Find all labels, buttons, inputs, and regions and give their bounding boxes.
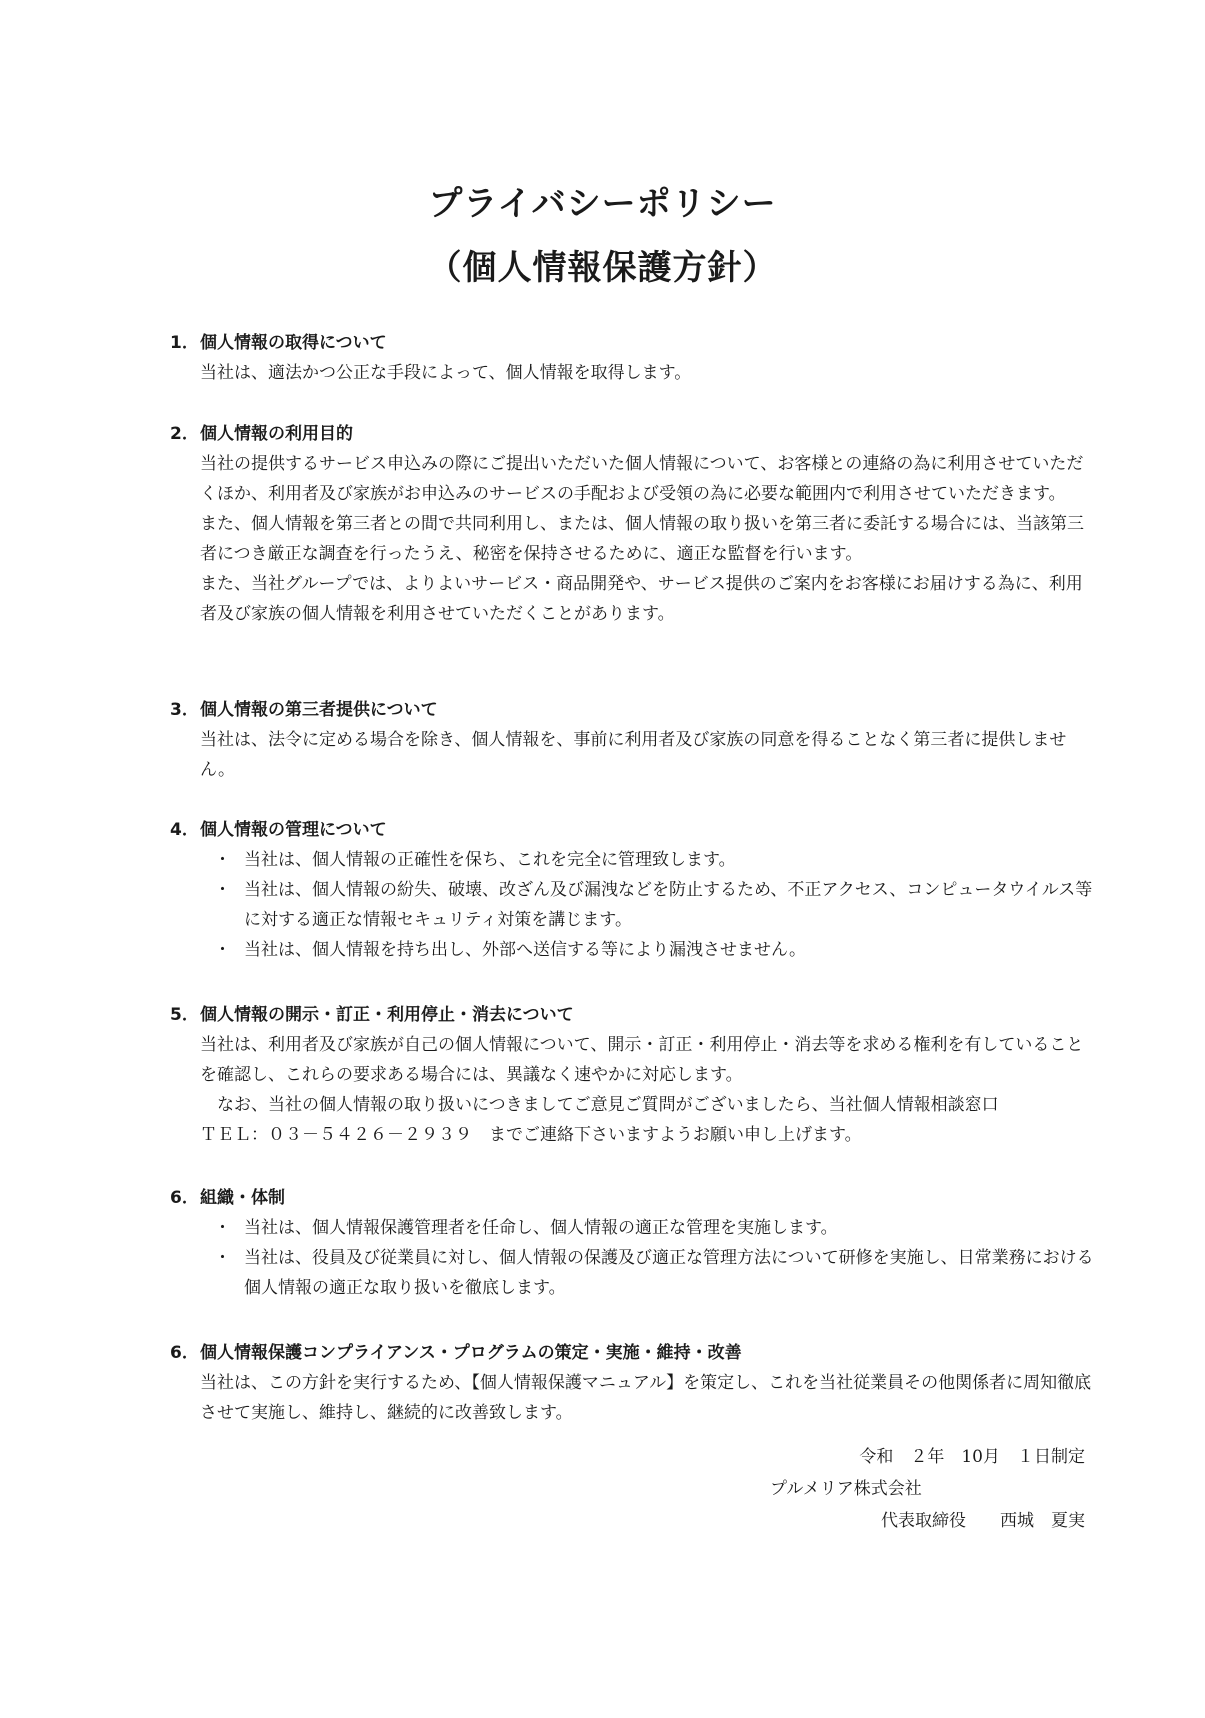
section-title: 個人情報の管理について (200, 820, 387, 840)
section-title: 個人情報の第三者提供について (200, 700, 438, 720)
section-title: 個人情報の開示・訂正・利用停止・消去について (200, 1005, 574, 1025)
section-third-party (170, 695, 1095, 785)
section-number: 3． (170, 700, 199, 720)
section-paragraph: また、個人情報を第三者との間で共同利用し、または、個人情報の取り扱いを第三者に委託する場合には、当該第三者につき厳正な調査を行ったうえ、秘密を保持させるために、適正な監督を行います。 (200, 514, 1084, 564)
section-heading (170, 815, 1095, 845)
page-subtitle: （個人情報保護方針） (427, 248, 778, 288)
section-heading (170, 1183, 1095, 1213)
list-item: ・ 当社は、個人情報保護管理者を任命し、個人情報の適正な管理を実施します。 (214, 1213, 1095, 1243)
section-paragraph: 当社の提供するサービス申込みの際にご提出いただいた個人情報について、お客様との連絡の為に利用させていただくほか、利用者及び家族がお申込みのサービスの手配および受領の為に必要な範囲内で利用させていただきます。 (200, 454, 1084, 504)
section-purpose (170, 419, 1095, 629)
section-heading (170, 1000, 1095, 1030)
section-title: 個人情報の利用目的 (200, 424, 353, 444)
section-heading (170, 695, 1095, 725)
section-number: 4． (170, 820, 199, 840)
list-item: ・ 当社は、個人情報の正確性を保ち、これを完全に管理致します。 (214, 845, 1095, 875)
section-paragraph: 当社は、この方針を実行するため、【個人情報保護マニュアル】を策定し、これを当社従業員その他関係者に周知徹底させて実施し、維持し、継続的に改善致します。 (200, 1373, 1092, 1423)
section-disclosure (170, 1000, 1095, 1150)
section-number: 2． (170, 424, 199, 444)
list-item: ・ 当社は、役員及び従業員に対し、個人情報の保護及び適正な管理方法について研修を実施し、日常業務における個人情報の適正な取り扱いを徹底します。 (214, 1243, 1095, 1303)
enactment-date: 令和 ２年 10月 １日制定 (859, 1447, 1085, 1467)
section-compliance-program (170, 1338, 1095, 1428)
section-paragraph: 当社は、利用者及び家族が自己の個人情報について、開示・訂正・利用停止・消去等を求める権利を有していることを確認し、これらの要求ある場合には、異議なく速やかに対応します。 (200, 1035, 1084, 1085)
section-title: 組織・体制 (200, 1188, 285, 1208)
section-heading (170, 419, 1095, 449)
section-paragraph: 当社は、適法かつ公正な手段によって、個人情報を取得します。 (200, 363, 692, 383)
contact-line: ＴＥＬ：０３－５４２６－２９３９ までご連絡下さいますようお願い申し上げます。 (200, 1125, 862, 1145)
section-title: 個人情報の取得について (200, 333, 387, 353)
signature-block (760, 1441, 1085, 1537)
section-number: 1． (170, 333, 199, 353)
section-paragraph: また、当社グループでは、よりよいサービス・商品開発や、サービス提供のご案内をお客様にお届けする為に、利用者及び家族の個人情報を利用させていただくことがあります。 (200, 574, 1083, 624)
section-heading (170, 328, 1095, 358)
section-paragraph: 当社は、法令に定める場合を除き、個人情報を、事前に利用者及び家族の同意を得ることなく第三者に提供しません。 (200, 730, 1067, 780)
company-name: プルメリア株式会社 (770, 1479, 922, 1499)
section-title: 個人情報保護コンプライアンス・プログラムの策定・実施・維持・改善 (200, 1343, 742, 1363)
section-heading (170, 1338, 1095, 1368)
section-number: 6． (170, 1188, 199, 1208)
list-item: ・ 当社は、個人情報の紛失、破壊、改ざん及び漏洩などを防止するため、不正アクセス、コンピュータウイルス等に対する適正な情報セキュリティ対策を講じます。 (214, 875, 1095, 935)
section-organization (170, 1183, 1095, 1303)
section-acquisition (170, 328, 1095, 388)
representative-name: 代表取締役 西城 夏実 (881, 1511, 1085, 1531)
section-number: 5． (170, 1005, 199, 1025)
section-management (170, 815, 1095, 965)
section-number: 6． (170, 1343, 199, 1363)
section-paragraph: なお、当社の個人情報の取り扱いにつきましてご意見ご質問がございましたら、当社個人情報相談窓口 (200, 1095, 999, 1115)
page-title: プライバシーポリシー (428, 184, 777, 224)
list-item: ・ 当社は、個人情報を持ち出し、外部へ送信する等により漏洩させません。 (214, 935, 1095, 965)
